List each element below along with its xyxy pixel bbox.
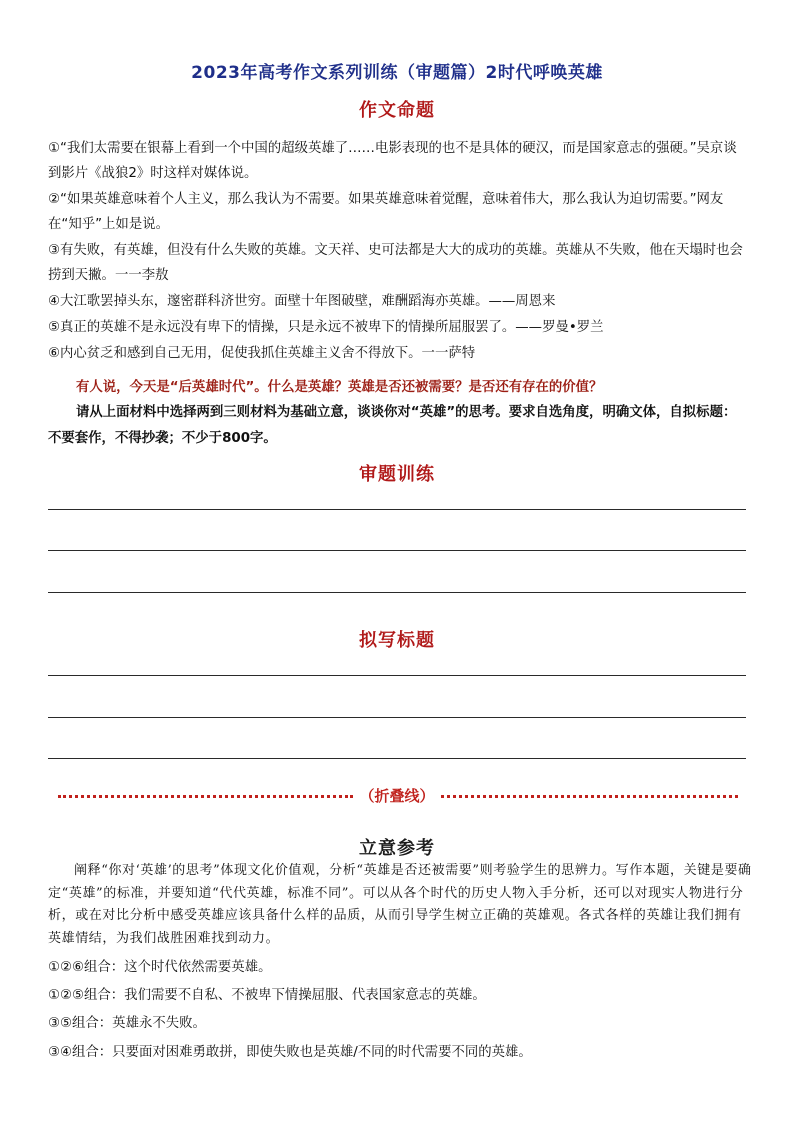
section-heading-reference: 立意参考 xyxy=(359,838,435,859)
document-title: 2023年高考作文系列训练（审题篇）2时代呼唤英雄 xyxy=(191,63,603,83)
material-item: ④大江歌罢掉头东，邃密群科济世穷。面壁十年图破壁，难酬蹈海亦英雄。——周恩来 xyxy=(48,294,556,309)
material-item: ⑥内心贫乏和感到自己无用，促使我抓住英雄主义舍不得放下。一一萨特 xyxy=(48,346,476,361)
writing-line[interactable] xyxy=(48,550,746,551)
writing-line[interactable] xyxy=(48,758,746,759)
material-item: ①“我们太需要在银幕上看到一个中国的超级英雄了……电影表现的也不是具体的硬汉，而是国家意志的强硬。”吴京谈到影片《战狼2》时这样对媒体说。 xyxy=(48,141,737,181)
fold-line-dots-right xyxy=(441,795,738,798)
combination-item: ③④组合：只要面对困难勇敢拼，即使失败也是英雄/不同的时代需要不同的英雄。 xyxy=(48,1044,532,1060)
reference-paragraph: 阐释“你对‘英雄’的思考”体现文化价值观，分析“英雄是否还被需要”则考验学生的思辨力。写作本题，关键是要确定“英雄”的标准，并要知道“代代英雄，标准不同”。可以从各个时代的历史人物入手分析，还可以对现实人物进行分析，或在对比分析中感受英雄应该具备什么样的品质，从而引导学生树立正确的英雄观。各式各样的英雄让我们拥有英雄情结，为我们战胜困难找到动力。 xyxy=(48,863,752,946)
writing-line[interactable] xyxy=(48,675,746,676)
section-heading-draft-title: 拟写标题 xyxy=(359,630,435,651)
section-heading-review: 审题训练 xyxy=(359,464,435,485)
material-item: ③有失败，有英雄，但没有什么失败的英雄。文天祥、史可法都是大大的成功的英雄。英雄从不失败，他在天塌时也会捞到天撇。一一李敖 xyxy=(48,243,743,283)
section-heading-prompt: 作文命题 xyxy=(359,100,435,121)
writing-line[interactable] xyxy=(48,592,746,593)
material-item: ⑤真正的英雄不是永远没有卑下的情操，只是永远不被卑下的情操所屈服罢了。——罗曼•罗兰 xyxy=(48,320,604,335)
fold-line xyxy=(58,784,738,808)
fold-line-label: （折叠线） xyxy=(359,787,435,805)
combinations-list xyxy=(48,954,748,1067)
combination-item: ①②⑥组合：这个时代依然需要英雄。 xyxy=(48,960,272,975)
combination-item: ③⑤组合：英雄永不失败。 xyxy=(48,1016,206,1032)
materials-list xyxy=(48,136,748,367)
combination-item: ①②⑤组合：我们需要不自私、不被卑下情操屈服、代表国家意志的英雄。 xyxy=(48,988,486,1004)
writing-line[interactable] xyxy=(48,717,746,718)
prompt-instruction: 请从上面材料中选择两到三则材料为基础立意，谈谈你对“英雄”的思考。要求自选角度，明确文体，自拟标题：不要套作，不得抄袭；不少于800字。 xyxy=(48,405,737,446)
writing-line[interactable] xyxy=(48,509,746,510)
material-item: ②“如果英雄意味着个人主义，那么我认为不需要。如果英雄意味着觉醒，意味着伟大，那么我认为迫切需要。”网友在“知乎”上如是说。 xyxy=(48,192,724,232)
fold-line-dots-left xyxy=(58,795,353,798)
prompt-question: 有人说，今天是“后英雄时代”。什么是英雄？英雄是否还被需要？是否还有存在的价值？ xyxy=(76,380,603,395)
